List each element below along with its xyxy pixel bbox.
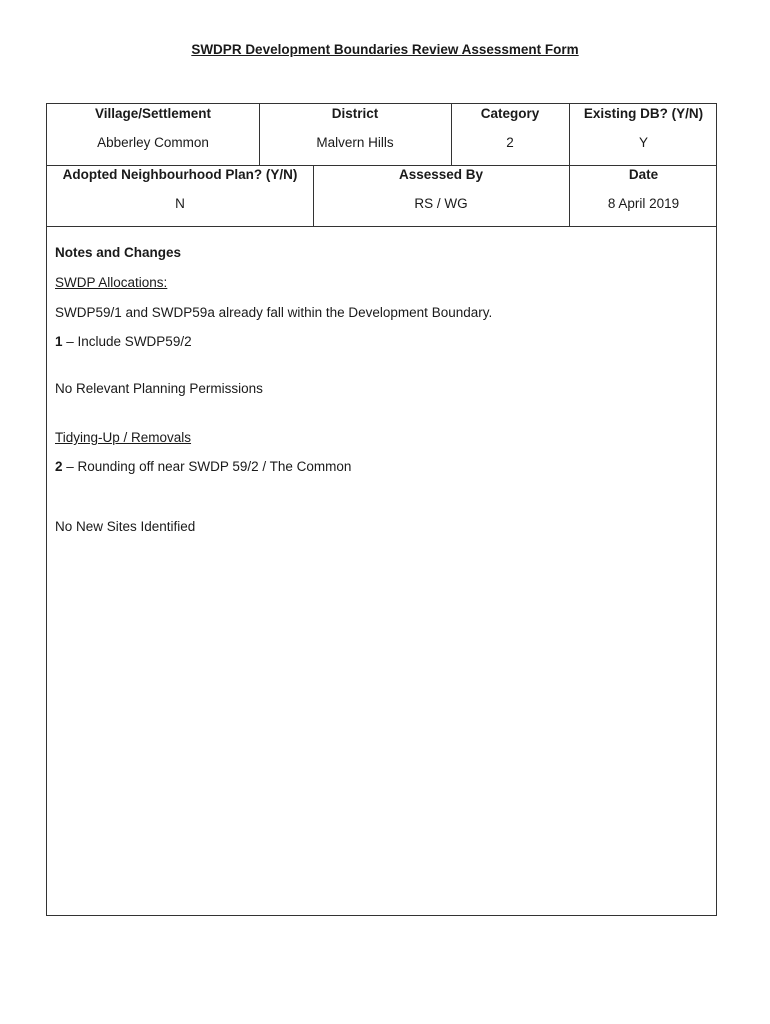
assessed-by-value: RS / WG — [414, 196, 468, 211]
date-value: 8 April 2019 — [607, 196, 680, 211]
village-label: Village/Settlement — [94, 106, 212, 121]
note-item-1-text: – Include SWDP59/2 — [62, 334, 192, 349]
new-sites-text: No New Sites Identified — [55, 519, 196, 534]
row-divider — [47, 165, 716, 166]
page-title: SWDPR Development Boundaries Review Assessment Form — [191, 42, 579, 57]
district-value: Malvern Hills — [316, 135, 394, 150]
district-label: District — [331, 106, 379, 121]
date-label: Date — [628, 167, 659, 182]
allocations-text: SWDP59/1 and SWDP59a already fall within the Development Boundary. — [55, 305, 493, 320]
note-item-2 — [55, 459, 351, 474]
note-item-2-text: – Rounding off near SWDP 59/2 / The Common — [62, 459, 352, 474]
allocations-heading: SWDP Allocations: — [55, 275, 168, 290]
assessed-by-label: Assessed By — [398, 167, 484, 182]
permissions-text: No Relevant Planning Permissions — [55, 381, 263, 396]
category-label: Category — [480, 106, 540, 121]
category-value: 2 — [506, 135, 514, 150]
existing-db-label: Existing DB? (Y/N) — [583, 106, 704, 121]
note-item-2-number: 2 — [55, 459, 63, 474]
note-item-1 — [55, 334, 192, 349]
note-item-1-number: 1 — [55, 334, 63, 349]
village-value: Abberley Common — [97, 135, 209, 150]
existing-db-value: Y — [638, 135, 648, 150]
tidying-heading: Tidying-Up / Removals — [55, 430, 192, 445]
notes-heading: Notes and Changes — [55, 245, 182, 260]
row-divider — [47, 226, 716, 227]
neighbourhood-plan-label: Adopted Neighbourhood Plan? (Y/N) — [62, 167, 298, 182]
assessment-form — [46, 103, 717, 916]
neighbourhood-plan-value: N — [175, 196, 185, 211]
